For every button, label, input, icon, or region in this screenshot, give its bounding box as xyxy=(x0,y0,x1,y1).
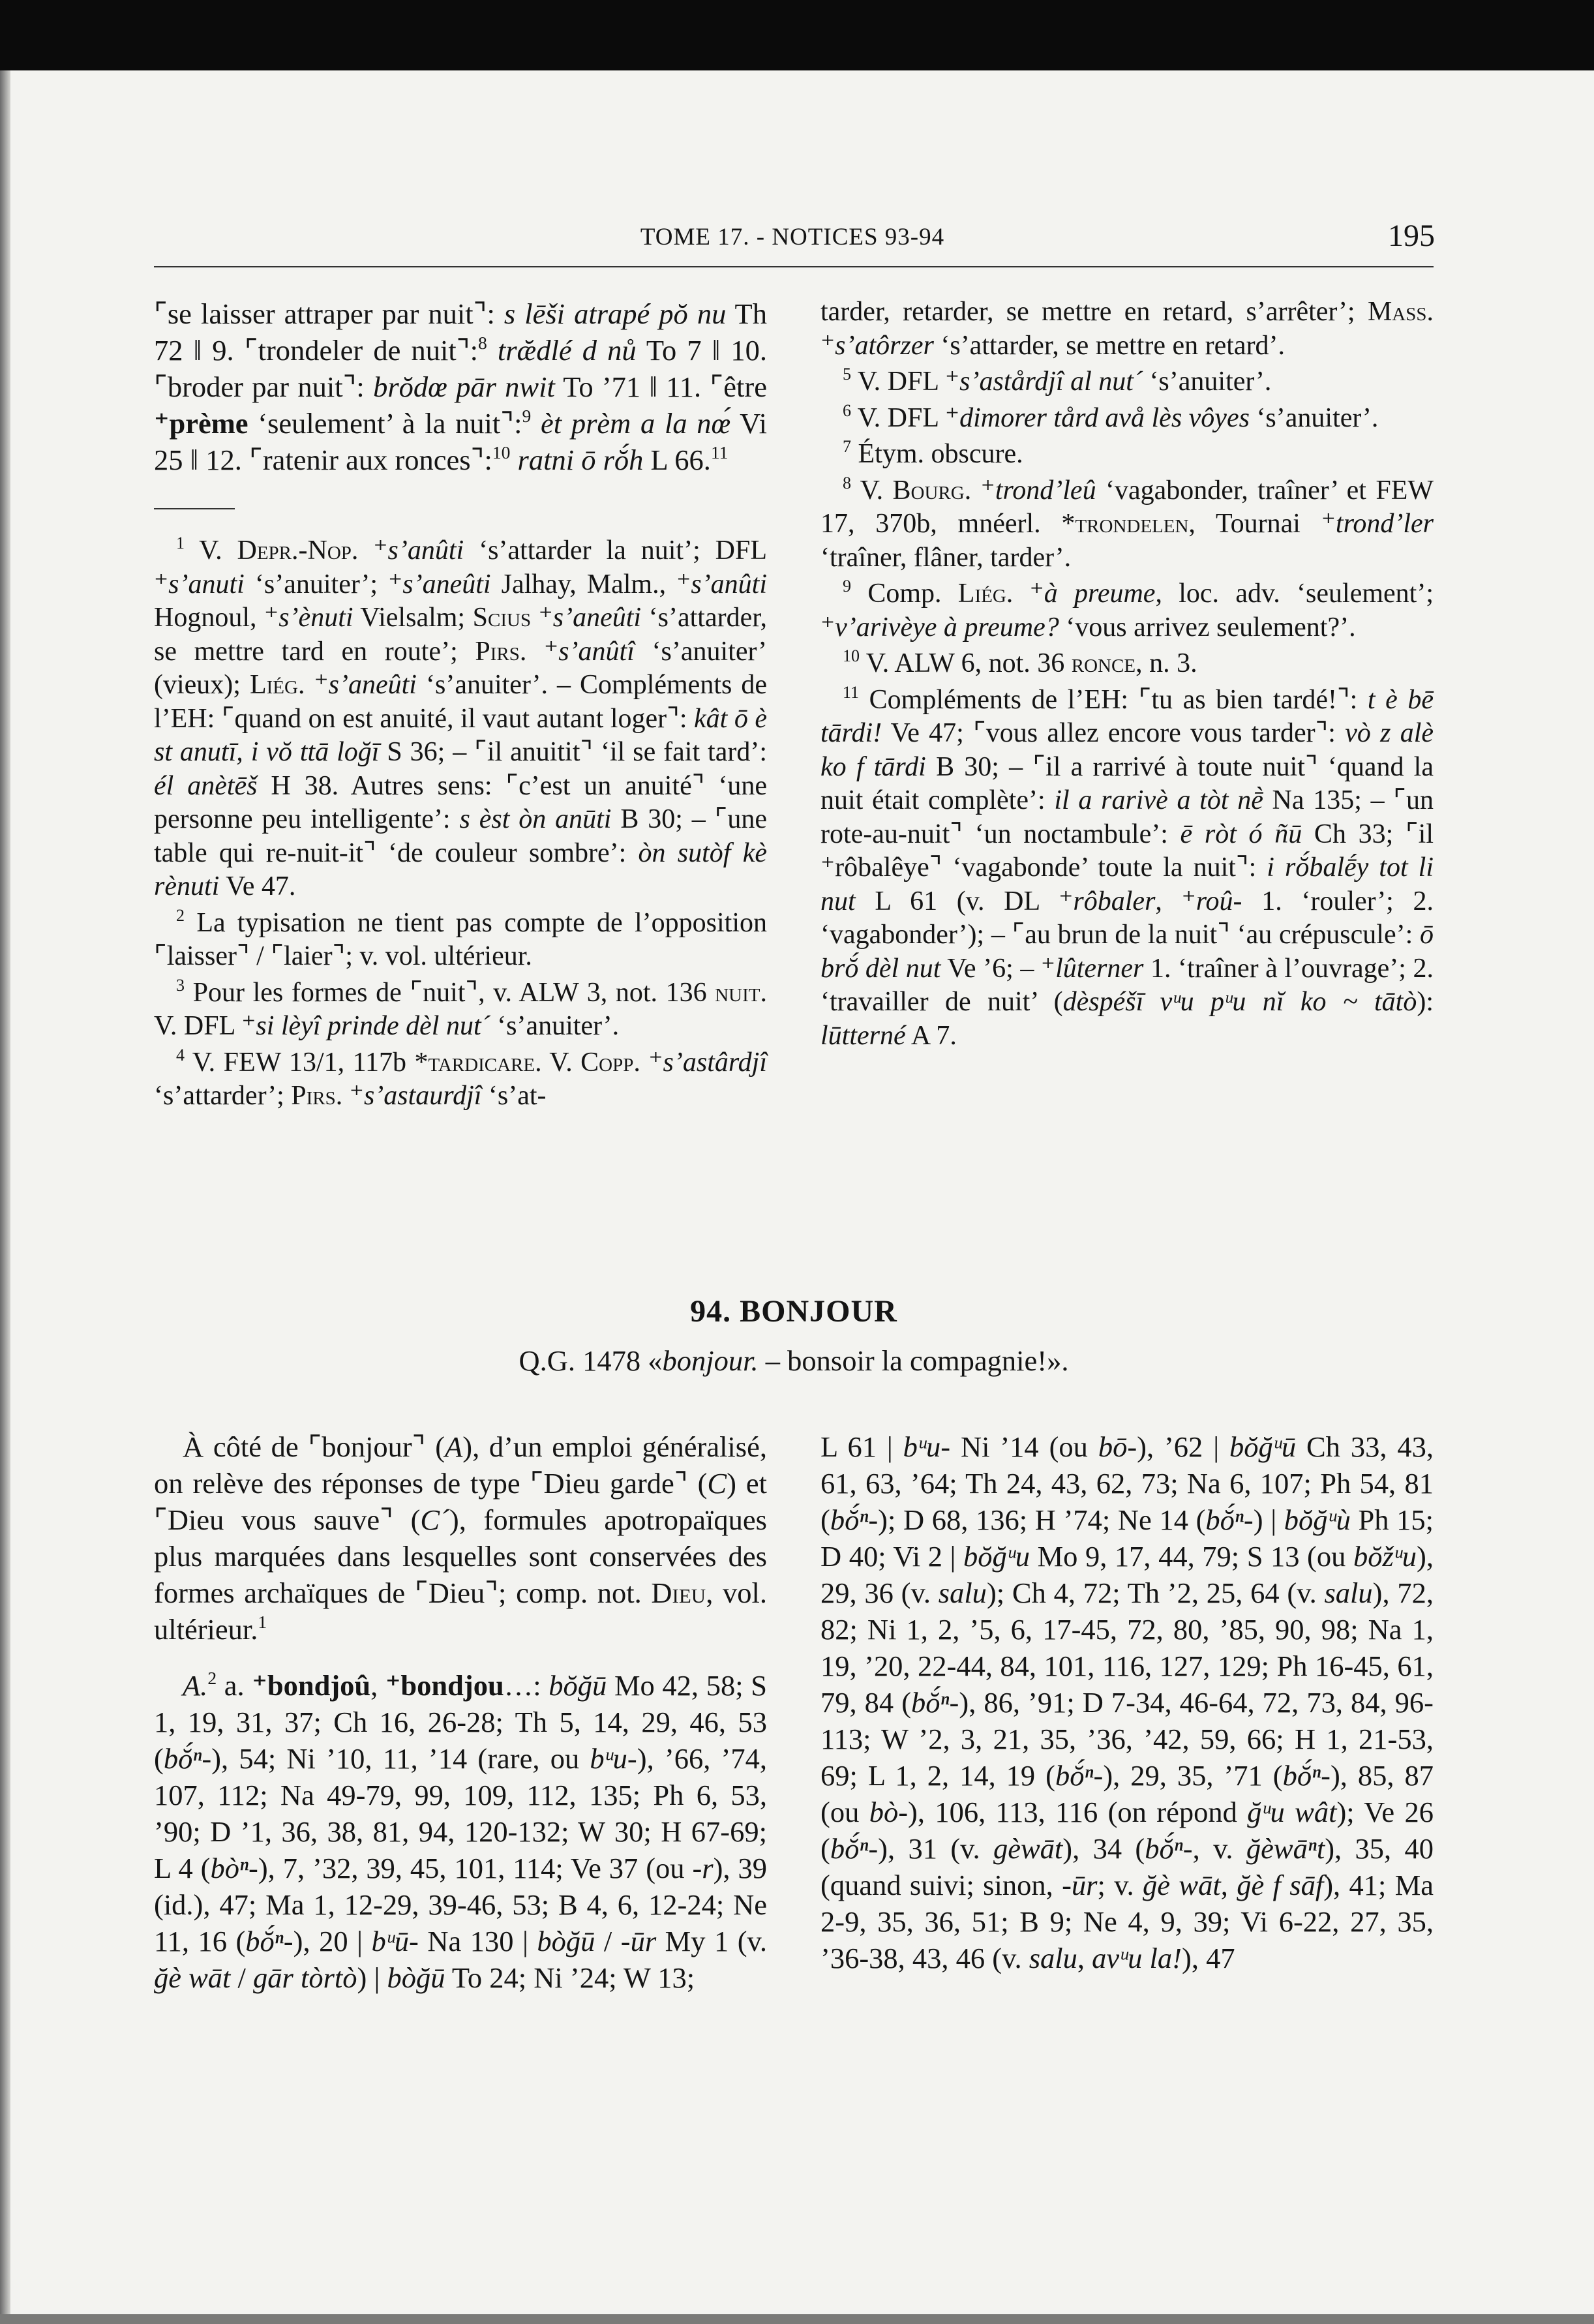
notice-title: 94. BONJOUR xyxy=(690,1294,897,1329)
footnote-6: $^6$ V. DFL ⁺dimorer tård avå lès vôyes ‘s’anuiter’. xyxy=(843,400,1379,433)
footnote-10: $^{10}$ V. ALW 6, not. 36 ronce, n. 3. xyxy=(843,646,1197,678)
page-number: 195 xyxy=(1388,219,1435,253)
footnote-11: $^{11}$ Compléments de l’EH: ⌜tu as bien tardé!⌝: t è bē tārdi! Ve 47; ⌜vous allez encore vous tarder⌝: vò z alè ko f tārdi B 30; – ⌜il a rarrivé à toute nuit⌝ ‘quand la nuit était complète’: il a rarivè a tòt nḕ Na 135; – ⌜un rote-au-nuit⌝ ‘un noctambule’: ē ròt ó ñū Ch 33; ⌜il ⁺rôbalêye⌝ ‘vagabonde’ toute la nuit⌝: i rŏ́balḗy tot li nut L 61 (v. DL ⁺rôbaler, ⁺roû- 1. ‘rouler’; 2. ‘vagabonder’); – ⌜au brun de la nuit⌝ ‘au crépuscule’: ō brŏ́ dèl nut Ve ’6; – ⁺lûterner 1. ‘traîner à l’ouvrage’; 2. ‘travailler de nuit’ (dèspéšī vᵘu pᵘu nĭ ko ~ tātò): lūtterné A 7. xyxy=(820,682,1434,1051)
footnote-2: $^2$ La typisation ne tient pas compte de l’opposition ⌜laisser⌝ / ⌜laier⌝; v. vol. ultérieur. xyxy=(154,905,767,971)
notice-93-continuation: ⌜se laisser attraper par nuit⌝: s lēši atrapé pŏ nu Th 72 ‖ 9. ⌜trondeler de nuit⌝:$^8$ træ̆dlé d nů To 7 ‖ 10. ⌜broder par nuit⌝: brŏdœ pār nwit To ’71 ‖ 11. ⌜être ⁺prème ‘seulement’ à la nuit⌝:$^9$ èt prèm a la nœ́ Vi 25 ‖ 12. ⌜ratenir aux ronces⌝:$^{10}$ ratni ō rŏ́h L 66.11 xyxy=(154,297,768,476)
footnote-separator xyxy=(154,508,235,509)
footnote-4-continuation: tarder, retarder, se mettre en retard, s’arrêter’; Mass. ⁺s’atôrzer ‘s’attarder, se mettre en retard’. xyxy=(820,297,1434,361)
running-header xyxy=(150,219,1435,267)
bottom-right-column xyxy=(820,1428,1434,1976)
type-a-paragraph: A.$^2$ a. ⁺bondjoû, ⁺bondjou…: bŏğū Mo 42, 58; S 1, 19, 31, 37; Ch 16, 26-28; Th 5, 14, 29, 46, 53 (bŏ́ⁿ-), 54; Ni ’10, 11, ’14 (rare, ou bᵘu-), ’66, ’74, 107, 112; Na 49-79, 99, 109, 112, 135; Ph 6, 53, ’90; D ’1, 36, 38, 81, 94, 120-132; W 30; H 67-69; L 4 (bòⁿ-), 7, ’32, 39, 45, 101, 114; Ve 37 (ou -r), 39 (id.), 47; Ma 1, 12-29, 39-46, 53; B 4, 6, 12-24; Ne 11, 16 (bŏ́ⁿ-), 20 | bᵘū- Na 130 | bòğū / -ūr My 1 (v. ğè wāt / gār tòrtò) | bòğū To 24; Ni ’24; W 13; xyxy=(154,1667,768,1994)
footnote-9: $^9$ Comp. Liég. ⁺à preume, loc. adv. ‘seulement’; ⁺v’arivèye à preume? ‘vous arrivez seulement?’. xyxy=(820,576,1434,642)
scan-top-border xyxy=(0,0,1594,70)
notice-subtitle: Q.G. 1478 «bonjour. – bonsoir la compagnie!». xyxy=(519,1344,1069,1377)
running-head-title: TOME 17. - NOTICES 93-94 xyxy=(640,224,945,250)
header-rule xyxy=(154,266,1434,267)
footnote-5: $^5$ V. DFL ⁺s’astårdjî al nut´ ‘s’anuiter’. xyxy=(843,364,1272,397)
footnote-4: $^4$ V. FEW 13/1, 117b *tardicare. V. Copp. ⁺s’astârdjî ‘s’attarder’; Pirs. ⁺s’astaurdjî ‘s’at- xyxy=(154,1045,767,1111)
top-right-column xyxy=(820,295,1434,1053)
intro-paragraph: À côté de ⌜bonjour⌝ (A), d’un emploi généralisé, on relève des réponses de type ⌜Dieu garde⌝ (C) et ⌜Dieu vous sauve⌝ (C´), formules apotropaïques plus marquées dans lesquelles sont conservées des formes archaïques de ⌜Dieu⌝; comp. not. Dieu, vol. ultérieur.$^1$ xyxy=(154,1430,768,1646)
footnote-7: $^7$ Étym. obscure. xyxy=(843,436,1023,469)
scan-left-shadow xyxy=(0,70,10,2324)
footnote-3: $^3$ Pour les formes de ⌜nuit⌝, v. ALW 3, not. 136 nuit. V. DFL ⁺si lèyî prinde dèl nut´ ‘s’anuiter’. xyxy=(154,975,767,1041)
footnote-1: $^1$ V. Depr.-Nop. ⁺s’anûti ‘s’attarder la nuit’; DFL ⁺s’anuti ‘s’anuiter’; ⁺s’aneûti Jalhay, Malm., ⁺s’anûti Hognoul, ⁺s’ènuti Vielsalm; Scius ⁺s’aneûti ‘s’attarder, se mettre tard en route’; Pirs. ⁺s’anûtî ‘s’anuiter’ (vieux); Liég. ⁺s’aneûti ‘s’anuiter’. – Compléments de l’EH: ⌜quand on est anuité, il vaut autant loger⌝: kât ō è st anutī, i vŏ ttā loğī S 36; – ⌜il anuitit⌝ ‘il se fait tard’: él anètēš H 38. Autres sens: ⌜c’est un anuité⌝ ‘une personne peu intelligente’: s èst òn anūti B 30; – ⌜une table qui re-nuit-it⌝ ‘de couleur sombre’: òn sutòf kè rènuti Ve 47. xyxy=(154,533,768,901)
footnote-8: $^8$ V. Bourg. ⁺trond’leû ‘vagabonder, traîner’ et FEW 17, 370b, mnéerl. *trondelen, Tournai ⁺trond’ler ‘traîner, flâner, tarder’. xyxy=(820,473,1434,573)
scan-bottom-border xyxy=(0,2314,1594,2324)
bottom-left-column xyxy=(154,1428,767,1996)
type-a-continuation: L 61 | bᵘu- Ni ’14 (ou bō-), ’62 | bŏğᵘū Ch 33, 43, 61, 63, ’64; Th 24, 43, 62, 73; Na 6, 107; Ph 54, 81 (bŏ́ⁿ-); D 68, 136; H ’74; Ne 14 (bŏ́ⁿ-) | bŏğᵘù Ph 15; D 40; Vi 2 | bŏğᵘu Mo 9, 17, 44, 79; S 13 (ou bŏžᵘu), 29, 36 (v. salu); Ch 4, 72; Th ’2, 25, 64 (v. salu), 72, 82; Ni 1, 2, ’5, 6, 17-45, 72, 80, ’85, 90, 98; Na 1, 19, ’20, 22-44, 84, 101, 116, 127, 129; Ph 16-45, 61, 79, 84 (bŏ́ⁿ-), 86, ’91; D 7-34, 46-64, 72, 73, 84, 96-113; W ’2, 3, 21, 35, ’36, ’42, 59, 66; H 1, 21-53, 69; L 1, 2, 14, 19 (bŏ́ⁿ-), 29, 35, ’71 (bŏ́ⁿ-), 85, 87 (ou bò-), 106, 113, 116 (on répond ğᵘu wât); Ve 26 (bŏ́ⁿ-), 31 (v. gèwāt), 34 (bŏ́ⁿ-, v. ğèwāⁿt), 35, 40 (quand suivi; sinon, -ūr; v. ğè wāt, ğè f sāf), 41; Ma 2-9, 35, 36, 51; B 9; Ne 4, 9, 39; Vi 6-22, 27, 35, ’36-38, 43, 46 (v. salu, avᵘu la!), 47 xyxy=(820,1430,1434,1974)
top-left-column xyxy=(154,295,767,1113)
